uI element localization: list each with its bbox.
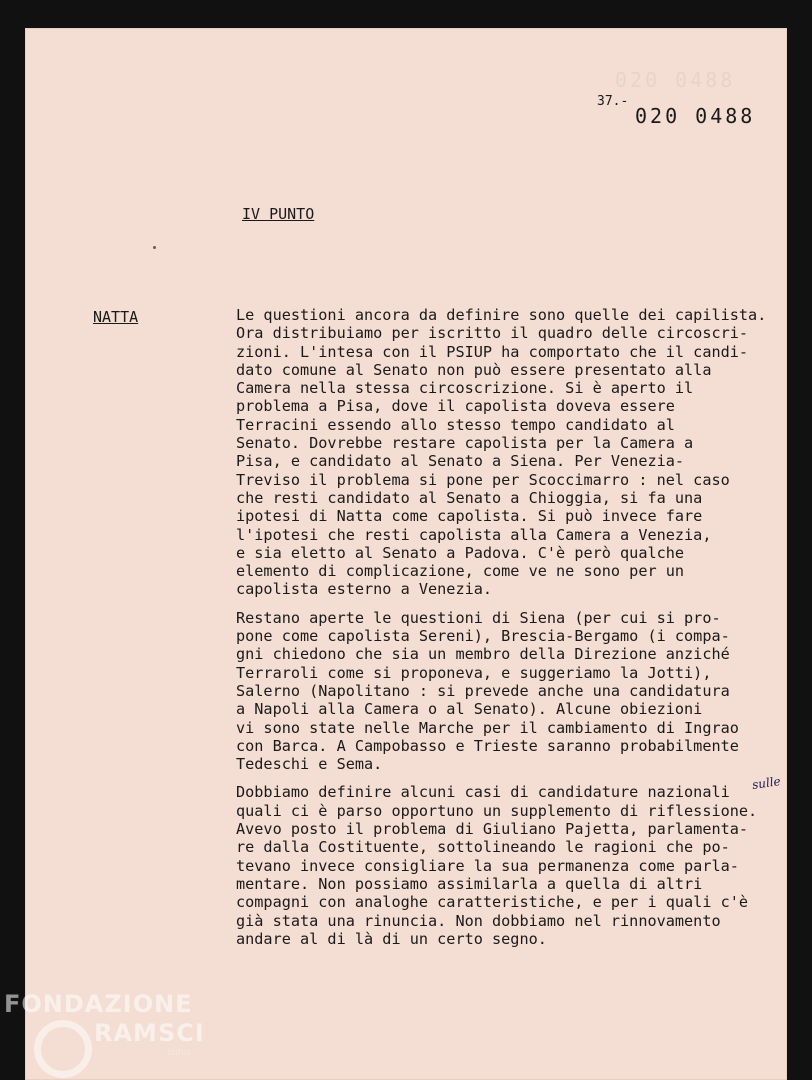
bleed-through-archive-number: 020 0488 [615, 68, 736, 92]
handwritten-note: sulle [751, 774, 782, 792]
document-page [25, 28, 787, 1080]
watermark-onlus: onlus [167, 1048, 192, 1058]
speaker-name: NATTA [93, 308, 139, 326]
watermark-line2: RAMSCI [94, 1019, 205, 1047]
paper-speck [153, 246, 156, 249]
paragraph-2: Restano aperte le questioni di Siena (per cui si pro- pone come capolista Sereni), Brescia-Bergamo (i compa- gni chiedono che sia un membro della Direzione anziché Terraroli come si proponeva, e suggeriamo la Jotti), Salerno (Napolitano : si prevede anche una candidatura a Napoli alla Camera o al Senato). Alcune obiezioni vi sono state nelle Marche per il cambiamento di Ingrao con Barca. A Campobasso e Trieste saranno probabilmente Tedeschi e Sema. [236, 608, 739, 774]
paragraph-1: Le questioni ancora da definire sono quelle dei capilista. Ora distribuiamo per iscritto il quadro delle circoscri- zioni. L'intesa con il PSIUP ha comportato che il candi- dato comune al Senato non può essere presentato alla Camera nella stessa circoscrizione. Si è aperto il problema a Pisa, dove il capolista doveva essere Terracini essendo allo stesso tempo candidato al Senato. Dovrebbe restare capolista per la Camera a Pisa, e candidato al Senato a Siena. Per Venezia- Treviso il problema si pone per Scoccimarro : nel caso che resti candidato al Senato a Chioggia, si fa una ipotesi di Natta come capolista. Si può invece fare l'ipotesi che resti capolista alla Camera a Venezia, e sia eletto al Senato a Padova. C'è però qualche elemento di complicazione, come ve ne sono per un capolista esterno a Venezia. [236, 306, 767, 599]
fondazione-gramsci-watermark [4, 990, 214, 1080]
body-text [236, 306, 781, 958]
watermark-g-logo-icon [34, 1020, 92, 1078]
section-title: IV PUNTO [242, 205, 315, 223]
archive-number: 020 0488 [635, 104, 756, 128]
watermark-line1: FONDAZIONE [4, 990, 193, 1018]
page-number: 37.- [597, 94, 629, 109]
paragraph-3: Dobbiamo definire alcuni casi di candidature nazionali quali ci è parso opportuno un supplemento di riflessione. Avevo posto il problema di Giuliano Pajetta, parlamenta- re dalla Costituente, sottolineando le ragioni che po- tevano invece consigliare la sua permanenza come parla- mentare. Non possiamo assimilarla a quella di altri compagni con analoghe caratteristiche, e per i quali c'è già stata una rinuncia. Non dobbiamo nel rinnovamento andare al di là di un certo segno. [236, 783, 758, 948]
